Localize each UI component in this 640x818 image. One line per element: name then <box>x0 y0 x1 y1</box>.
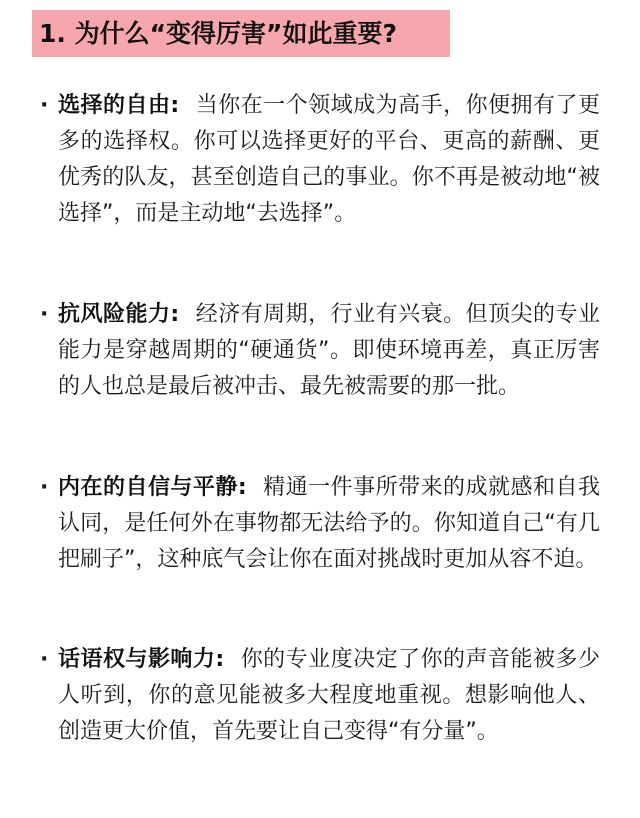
point-paragraph <box>58 88 600 232</box>
bullet-icon: · <box>40 647 49 672</box>
point-body: 经济有周期，行业有兴衰。但顶尖的专业能力是穿越周期的“硬通货”。即使环境再差，真正厉害的人也总是最后被冲击、最先被需要的那一批。 <box>58 302 600 399</box>
point-lead: 话语权与影响力: <box>58 647 225 672</box>
point-paragraph <box>58 297 600 405</box>
section-title: 1. 为什么“变得厉害”如此重要? <box>32 10 450 57</box>
point-body: 当你在一个领域成为高手，你便拥有了更多的选择权。你可以选择更好的平台、更高的薪酬、更优秀的队友，甚至创造自己的事业。你不再是被动地“被选择”，而是主动地“去选择”。 <box>58 93 600 226</box>
bullet-icon: · <box>40 302 49 327</box>
point-paragraph <box>58 470 600 578</box>
point-body: 你的专业度决定了你的声音能被多少人听到，你的意见能被多大程度地重视。想影响他人、创造更大价值，首先要让自己变得“有分量”。 <box>58 647 600 744</box>
bullet-icon: · <box>40 475 49 500</box>
list-item <box>40 297 600 405</box>
point-lead: 内在的自信与平静: <box>58 475 247 500</box>
list-item <box>40 470 600 578</box>
point-lead: 抗风险能力: <box>58 302 180 327</box>
list-item <box>40 88 600 232</box>
point-body: 精通一件事所带来的成就感和自我认同，是任何外在事物都无法给予的。你知道自己“有几把刷子”，这种底气会让你在面对挑战时更加从容不迫。 <box>58 475 600 572</box>
point-lead: 选择的自由: <box>58 93 180 118</box>
bullet-icon: · <box>40 93 49 118</box>
point-paragraph <box>58 642 600 750</box>
list-item <box>40 642 600 750</box>
